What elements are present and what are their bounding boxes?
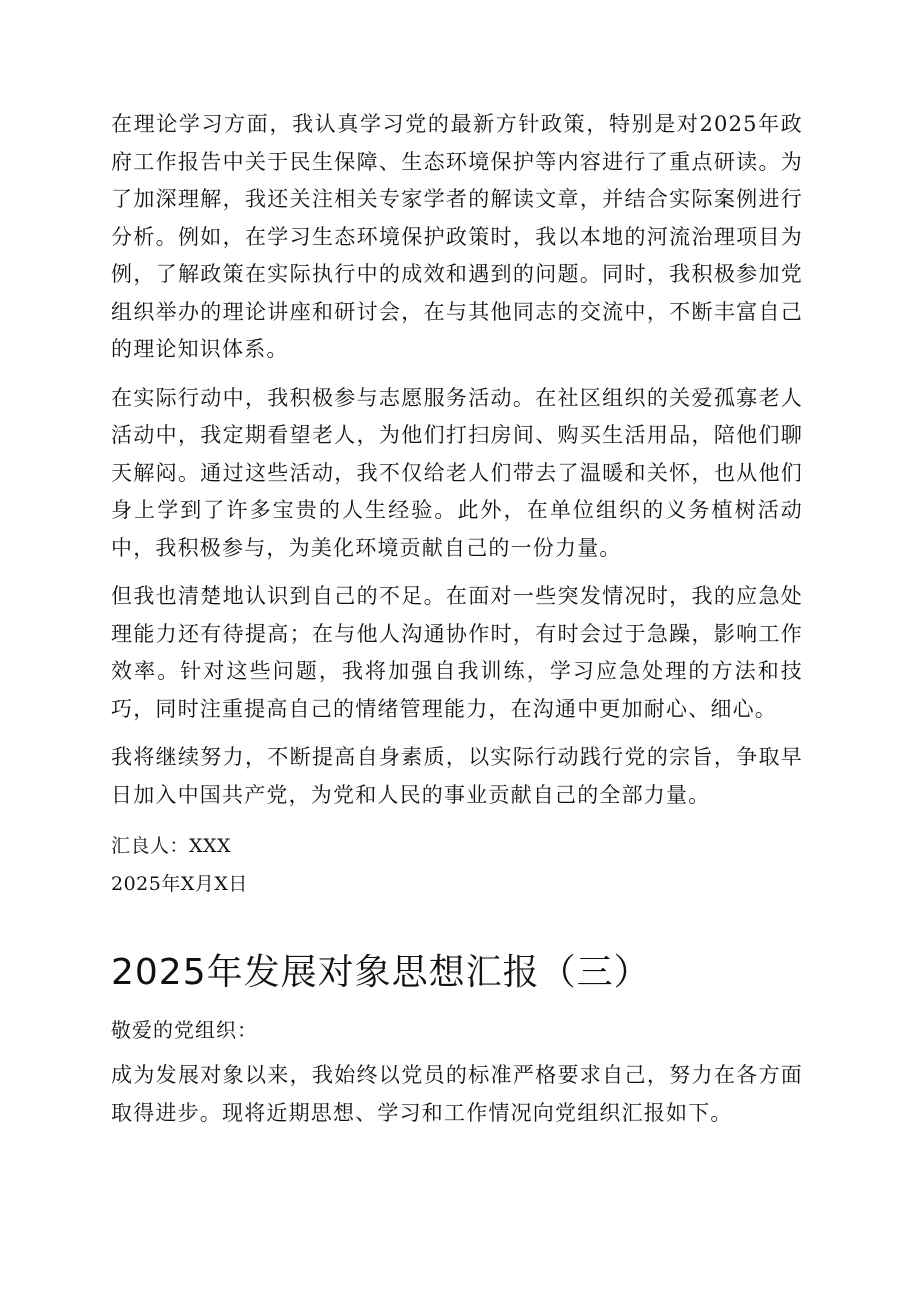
paragraph-intro: 成为发展对象以来，我始终以党员的标准严格要求自己，努力在各方面取得进步。现将近期思想、学习和工作情况向党组织汇报如下。: [111, 1063, 803, 1125]
salutation: 敬爱的党组织：: [111, 1018, 258, 1042]
signature-date: 2025年X月X日: [111, 873, 248, 895]
document-page: [111, 106, 803, 1132]
paragraph-theory-study: 在理论学习方面，我认真学习党的最新方针政策，特别是对2025年政府工作报告中关于民生保障、生态环境保护等内容进行了重点研读。为了加深理解，我还关注相关专家学者的解读文章，并结合实际案例进行分析。例如，在学习生态环境保护政策时，我以本地的河流治理项目为例，了解政策在实际执行中的成效和遇到的问题。同时，我积极参加党组织举办的理论讲座和研讨会，在与其他同志的交流中，不断丰富自己的理论知识体系。: [111, 112, 803, 361]
paragraph-shortcomings: 但我也清楚地认识到自己的不足。在面对一些突发情况时，我的应急处理能力还有待提高；在与他人沟通协作时，有时会过于急躁，影响工作效率。针对这些问题，我将加强自我训练，学习应急处理的方法和技巧，同时注重提高自己的情绪管理能力，在沟通中更加耐心、细心。: [111, 584, 803, 721]
paragraph-commitment: 我将继续努力，不断提高自身素质，以实际行动践行党的宗旨，争取早日加入中国共产党，为党和人民的事业贡献自己的全部力量。: [111, 745, 803, 807]
section-title: 2025年发展对象思想汇报（三）: [111, 952, 651, 993]
paragraph-volunteer-action: 在实际行动中，我积极参与志愿服务活动。在社区组织的关爱孤寡老人活动中，我定期看望老人，为他们打扫房间、购买生活用品，陪他们聊天解闷。通过这些活动，我不仅给老人们带去了温暖和关怀，也从他们身上学到了许多宝贵的人生经验。此外，在单位组织的义务植树活动中，我积极参与，为美化环境贡献自己的一份力量。: [111, 385, 803, 560]
signature-reporter: 汇良人：XXX: [111, 835, 232, 857]
